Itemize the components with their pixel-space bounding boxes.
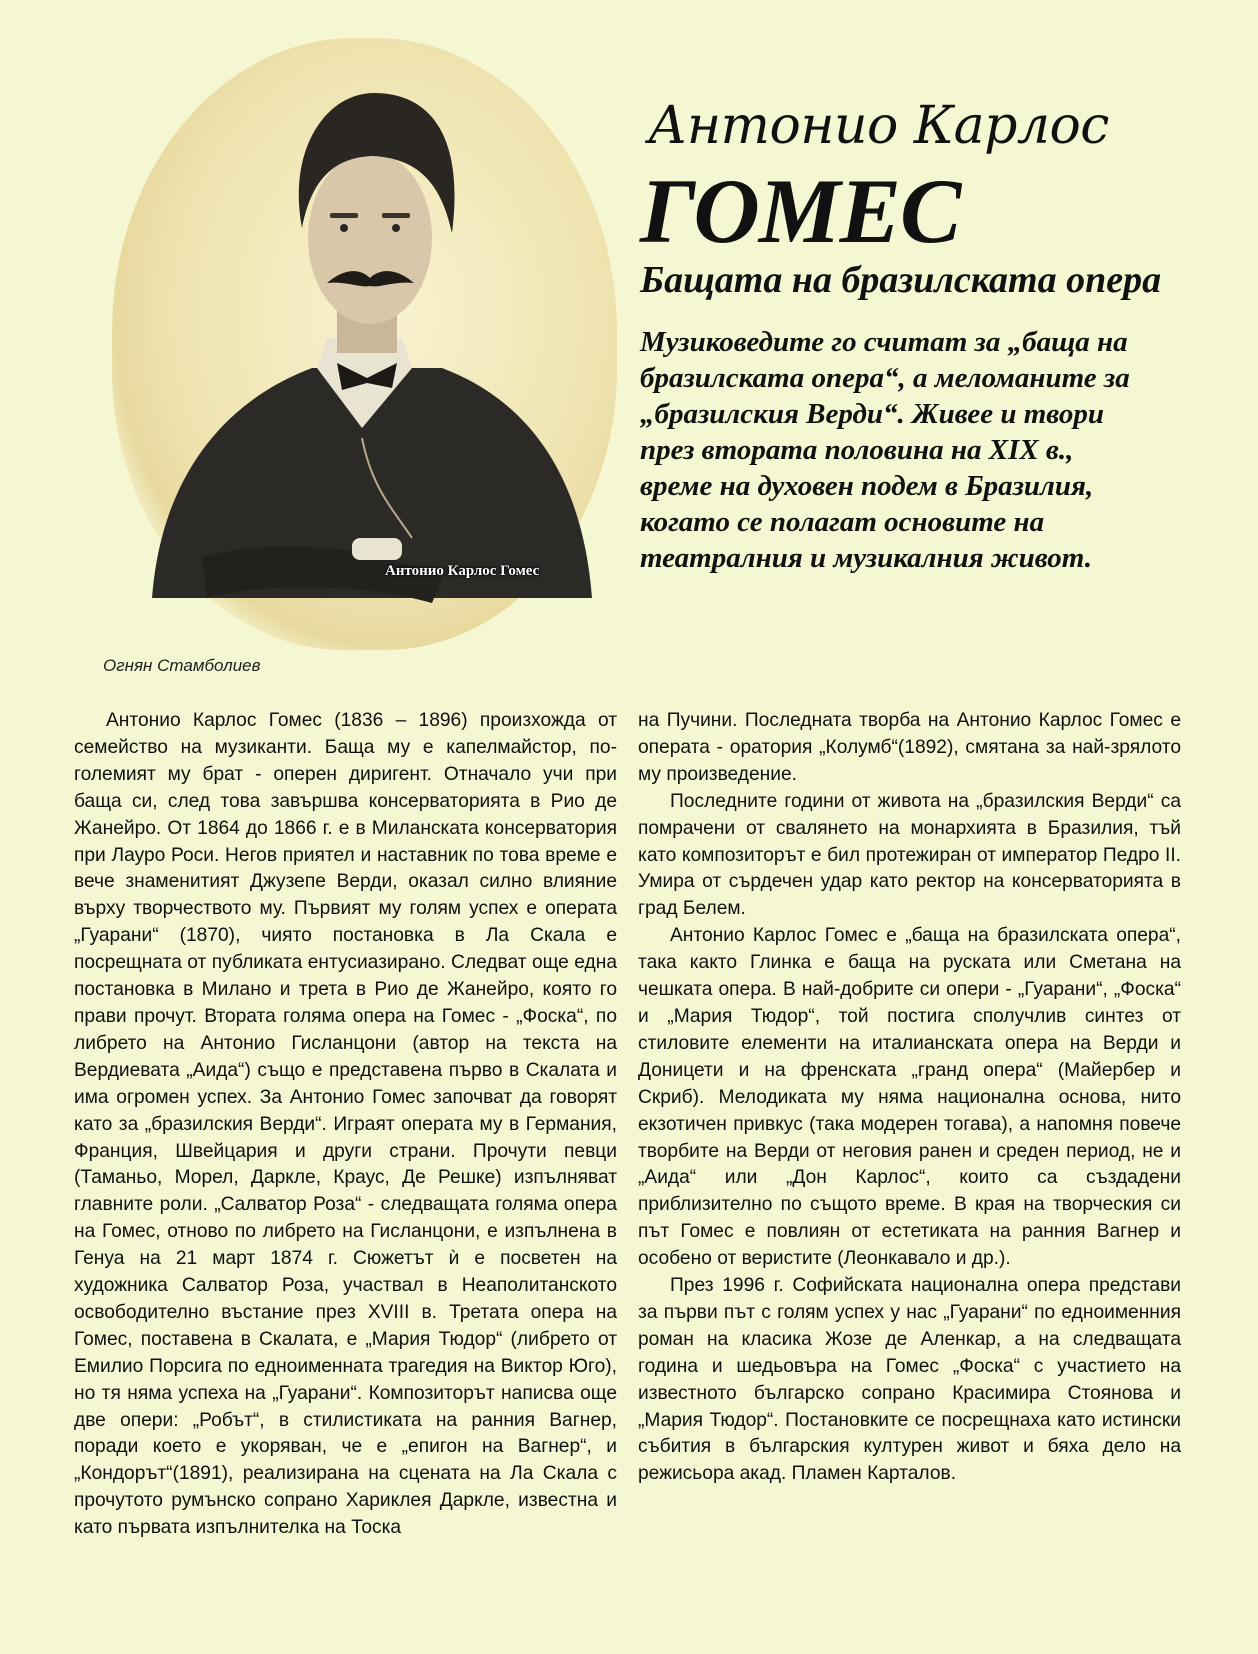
portrait-vignette bbox=[112, 38, 617, 650]
portrait-image bbox=[112, 38, 617, 650]
article-paragraph: Последните години от живота на „бразилския Верди“ са помрачени от свалянето на монархията в Бразилия, тъй като композиторът е бил протежиран от император Педро II. Умира от сърдечен удар като ректор на консерваторията в град Белем. bbox=[638, 790, 1181, 920]
title-name-line: Антонио Карлос bbox=[648, 96, 1109, 156]
article-left-column bbox=[74, 708, 617, 1542]
article-paragraph-continued: на Пучини. Последната творба на Антонио Карлос Гомес е операта - оратория „Колумб“(1892), смятана за най-зрялото му произведение. bbox=[638, 710, 1181, 785]
page-subtitle: Бащата на бразилската опера bbox=[640, 259, 1162, 301]
lead-paragraph: Музиковедите го считат за „баща на бразилската опера“, а меломаните за „бразилския Верди“. Живее и твори през втората половина на XIX в., време на духовен подем в Бразилия, когато се полагат основите на театралния и музикалния живот. bbox=[640, 326, 1130, 574]
article-paragraph: Антонио Карлос Гомес (1836 – 1896) произхожда от семейство на музиканти. Баща му е капелмайстор, по-големият му брат - оперен диригент. Отначало учи при баща си, след това завършва консерваторията в Рио де Жанейро. От 1864 до 1866 г. е в Миланската консерватория при Лауро Роси. Негов приятел и наставник по това време е вече знаменитият Джузепе Верди, оказал силно влияние върху творчеството му. Първият му голям успех е операта „Гуарани“ (1870), чиято постановка в Ла Скала е посрещната от публиката ентусиазирано. Следват още една постановка в Милано и трета в Рио де Жанейро, която го прави прочут. Втората голяма опера на Гомес - „Фоска“, по либрето на Антонио Гисланцони (автор на текста на Вердиевата „Аида“) също е представена първо в Скалата и има огромен успех. За Антонио Гомес започват да говорят като за „бразилския Верди“. Играят операта му в Германия, Франция, Швейцария и други страни. Прочути певци (Таманьо, Морел, Даркле, Краус, Де Решке) изпълняват главните роли. „Салватор Роза“ - следващата голяма опера на Гомес, отново по либрето на Гисланцони, е изпълнена в Генуа на 21 март 1874 г. Сюжетът ѝ е посветен на художника Салватор Роза, участвал в Неаполитанското освободително въстание през XVIII в. Третата опера на Гомес, поставена в Скалата, е „Мария Тюдор“ (либрето от Емилио Порсига по едноименната трагедия на Виктор Юго), но тя няма успеха на „Гуарани“. Композиторът написва още две опери: „Робът“, в стилистиката на ранния Вагнер, поради което е укоряван, че е „епигон на Вагнер“, и „Кондорът“(1891), реализирана на сцената на Ла Скала с прочутото румънско сопрано Хариклея Даркле, известна и като първата изпълнителка на Тоска bbox=[74, 710, 617, 1539]
author-name: Огнян Стамболиев bbox=[103, 656, 261, 675]
article-paragraph: През 1996 г. Софийската национална опера представи за първи път с голям успех у нас „Гуарани“ по едноименния роман на класика Жозе де Аленкар, а на следващата година и шедьовъра на Гомес „Фоска“ с участието на известното българско сопрано Красимира Стоянова и „Мария Тюдор“. Постановките се посрещнаха като истински събития в българския културен живот и бяха дело на режисьора акад. Пламен Карталов. bbox=[638, 1275, 1181, 1485]
title-surname-line: ГОМЕС bbox=[640, 160, 961, 262]
article-right-column bbox=[638, 708, 1181, 1488]
portrait-caption: Антонио Карлос Гомес bbox=[385, 563, 540, 579]
article-paragraph: Антонио Карлос Гомес е „баща на бразилската опера“, така както Глинка е баща на руската или Сметана на чешката опера. В най-добрите си опери - „Гуарани“, „Фоска“ и „Мария Тюдор“, той постига сполучлив синтез от стиловите елементи на италианската опера на Верди и Доницети и на френската „гранд опера“ (Майербер и Скриб). Мелодиката му няма национална основа, нито екзотичен привкус (така модерен тогава), а напомня повече творбите на Верди от неговия ранен и среден период, не и „Аида“ или „Дон Карлос“, които са създадени приблизително по същото време. В края на творческия си път Гомес е повлиян от естетиката на ранния Вагнер и особено от веристите (Леонкавало и др.). bbox=[638, 925, 1181, 1270]
